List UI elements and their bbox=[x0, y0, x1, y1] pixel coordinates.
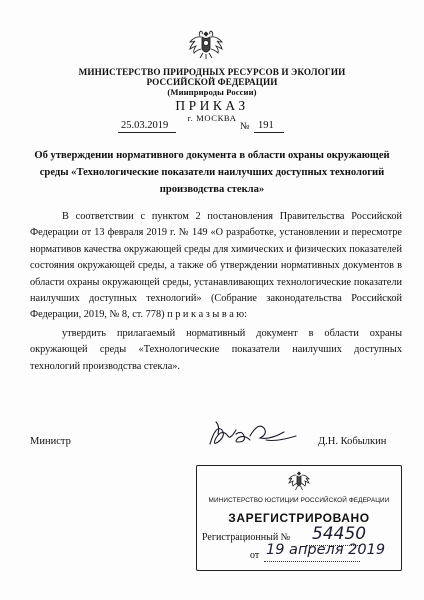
stamp-registration-date: 19 апреля 2019 bbox=[266, 542, 386, 558]
ministry-name-line1: МИНИСТЕРСТВО ПРИРОДНЫХ РЕСУРСОВ И ЭКОЛОГИИ bbox=[78, 67, 346, 77]
stamp-registered-label: ЗАРЕГИСТРИРОВАНО bbox=[228, 511, 370, 525]
stamp-emblem-icon bbox=[288, 470, 310, 492]
signatory-name: Д.Н. Кобылкин bbox=[318, 436, 387, 447]
body-paragraph-1: В соответствии с пунктом 2 постановления Правительства Российской Федерации от 13 февраля 2019 г. № 149 «О разработке, установлении и пересмотре нормативов качества окружающей среды для химических и физических показателей состояния окружающей среды, а также об утверждении нормативных документов в области охраны окружающей среды, устанавливающих технологические показатели наилучших доступных технологий» (Собрание законодательства Российской Федерации, 2019, № 8, ст. 778) п р и к а з ы в а ю: bbox=[30, 211, 402, 321]
number-underline bbox=[254, 132, 284, 133]
stamp-reg-number: 54450 bbox=[312, 524, 367, 544]
document-type: ПРИКАЗ bbox=[175, 98, 249, 113]
stamp-date-prefix: от bbox=[250, 550, 260, 561]
order-number: 191 bbox=[258, 120, 274, 131]
ministry-name-line2: РОССИЙСКОЙ ФЕДЕРАЦИИ bbox=[146, 77, 278, 87]
stamp-reg-number-label: Регистрационный № bbox=[202, 532, 291, 543]
date-underline bbox=[118, 132, 176, 133]
number-sign: № bbox=[240, 121, 250, 132]
stamp-ministry-name: МИНИСТЕРСТВО ЮСТИЦИИ РОССИЙСКОЙ ФЕДЕРАЦИИ bbox=[208, 497, 390, 504]
signatory-position: Министр bbox=[30, 436, 71, 447]
body-paragraph-2: утвердить прилагаемый нормативный документ в области охраны окружающей среды «Технологические показатели наилучших доступных технологий производства стекла». bbox=[30, 328, 402, 372]
double-headed-eagle-emblem-icon bbox=[188, 28, 224, 62]
ministry-short-name: (Минприроды России) bbox=[167, 87, 257, 97]
city: г. МОСКВА bbox=[187, 113, 237, 123]
handwritten-signature-icon bbox=[196, 414, 306, 456]
stamp-date-underline bbox=[264, 561, 360, 562]
order-date: 25.03.2019 bbox=[121, 120, 169, 131]
document-title: Об утверждении нормативного документа в области охраны окружающей среды «Технологические показатели наилучших доступных технологий производства стекла» bbox=[34, 150, 390, 195]
